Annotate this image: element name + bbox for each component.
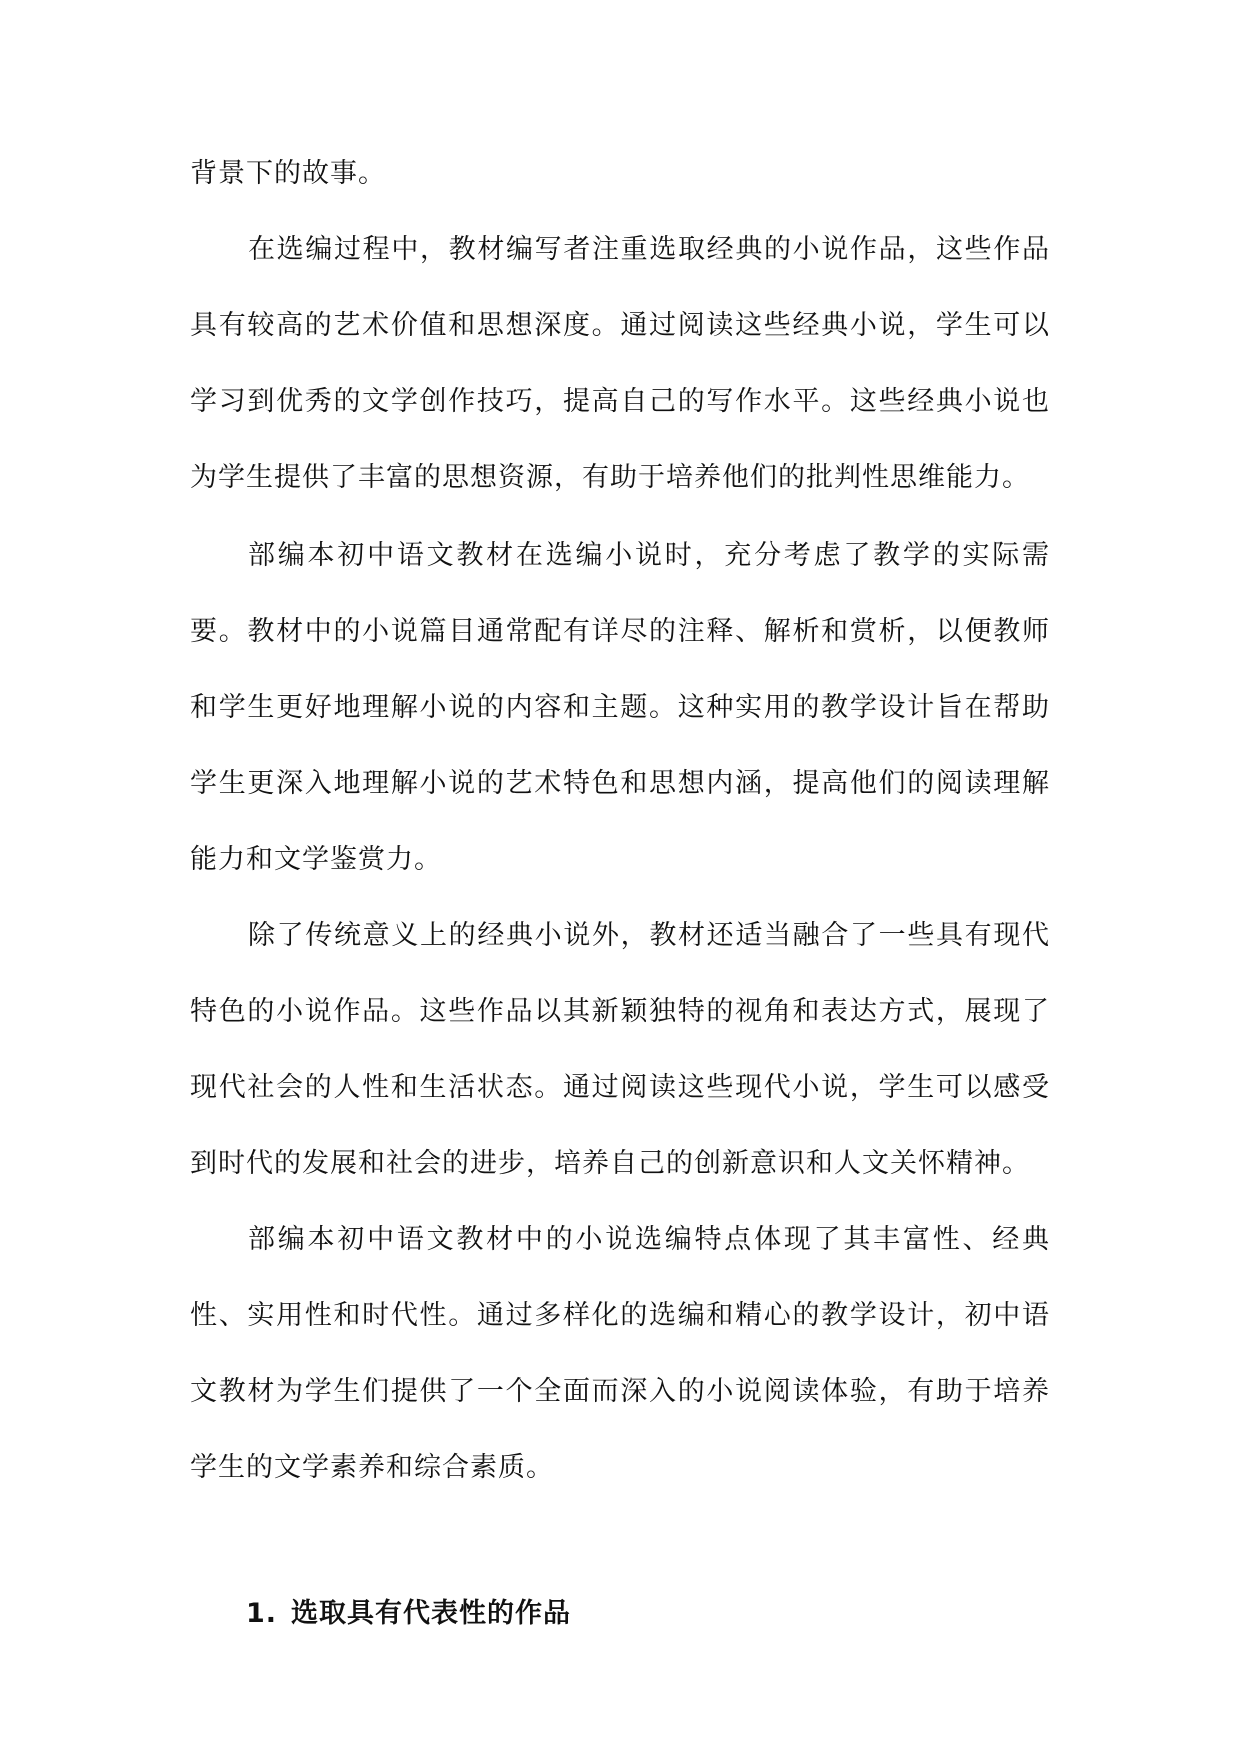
- section-heading-title: 选取具有代表性的作品: [291, 1598, 572, 1629]
- paragraph-text: 部编本初中语文教材中的小说选编特点体现了其丰富性、经典性、实用性和时代性。通过多样化的选编和精心的教学设计，初中语文教材为学生们提供了一个全面而深入的小说阅读体验，有助于培养学生的文学素养和综合素质。: [190, 1224, 1050, 1483]
- paragraph-text: 在选编过程中，教材编写者注重选取经典的小说作品，这些作品具有较高的艺术价值和思想深度。通过阅读这些经典小说，学生可以学习到优秀的文学创作技巧，提高自己的写作水平。这些经典小说也为学生提供了丰富的思想资源，有助于培养他们的批判性思维能力。: [190, 234, 1050, 493]
- paragraph-1: [190, 212, 1050, 516]
- paragraph-text: 背景下的故事。: [190, 158, 386, 189]
- paragraph-text: 除了传统意义上的经典小说外，教材还适当融合了一些具有现代特色的小说作品。这些作品以其新颖独特的视角和表达方式，展现了现代社会的人性和生活状态。通过阅读这些现代小说，学生可以感受到时代的发展和社会的进步，培养自己的创新意识和人文关怀精神。: [190, 920, 1050, 1179]
- paragraph-4: [190, 1202, 1050, 1506]
- paragraph-2: [190, 518, 1050, 898]
- paragraph-3: [190, 898, 1050, 1202]
- paragraph-text: 部编本初中语文教材在选编小说时，充分考虑了教学的实际需要。教材中的小说篇目通常配有详尽的注释、解析和赏析，以便教师和学生更好地理解小说的内容和主题。这种实用的教学设计旨在帮助学生更深入地理解小说的艺术特色和思想内涵，提高他们的阅读理解能力和文学鉴赏力。: [190, 540, 1050, 875]
- section-heading: [246, 1594, 571, 1634]
- paragraph-continued: [190, 136, 1050, 212]
- section-heading-number: 1.: [246, 1598, 278, 1629]
